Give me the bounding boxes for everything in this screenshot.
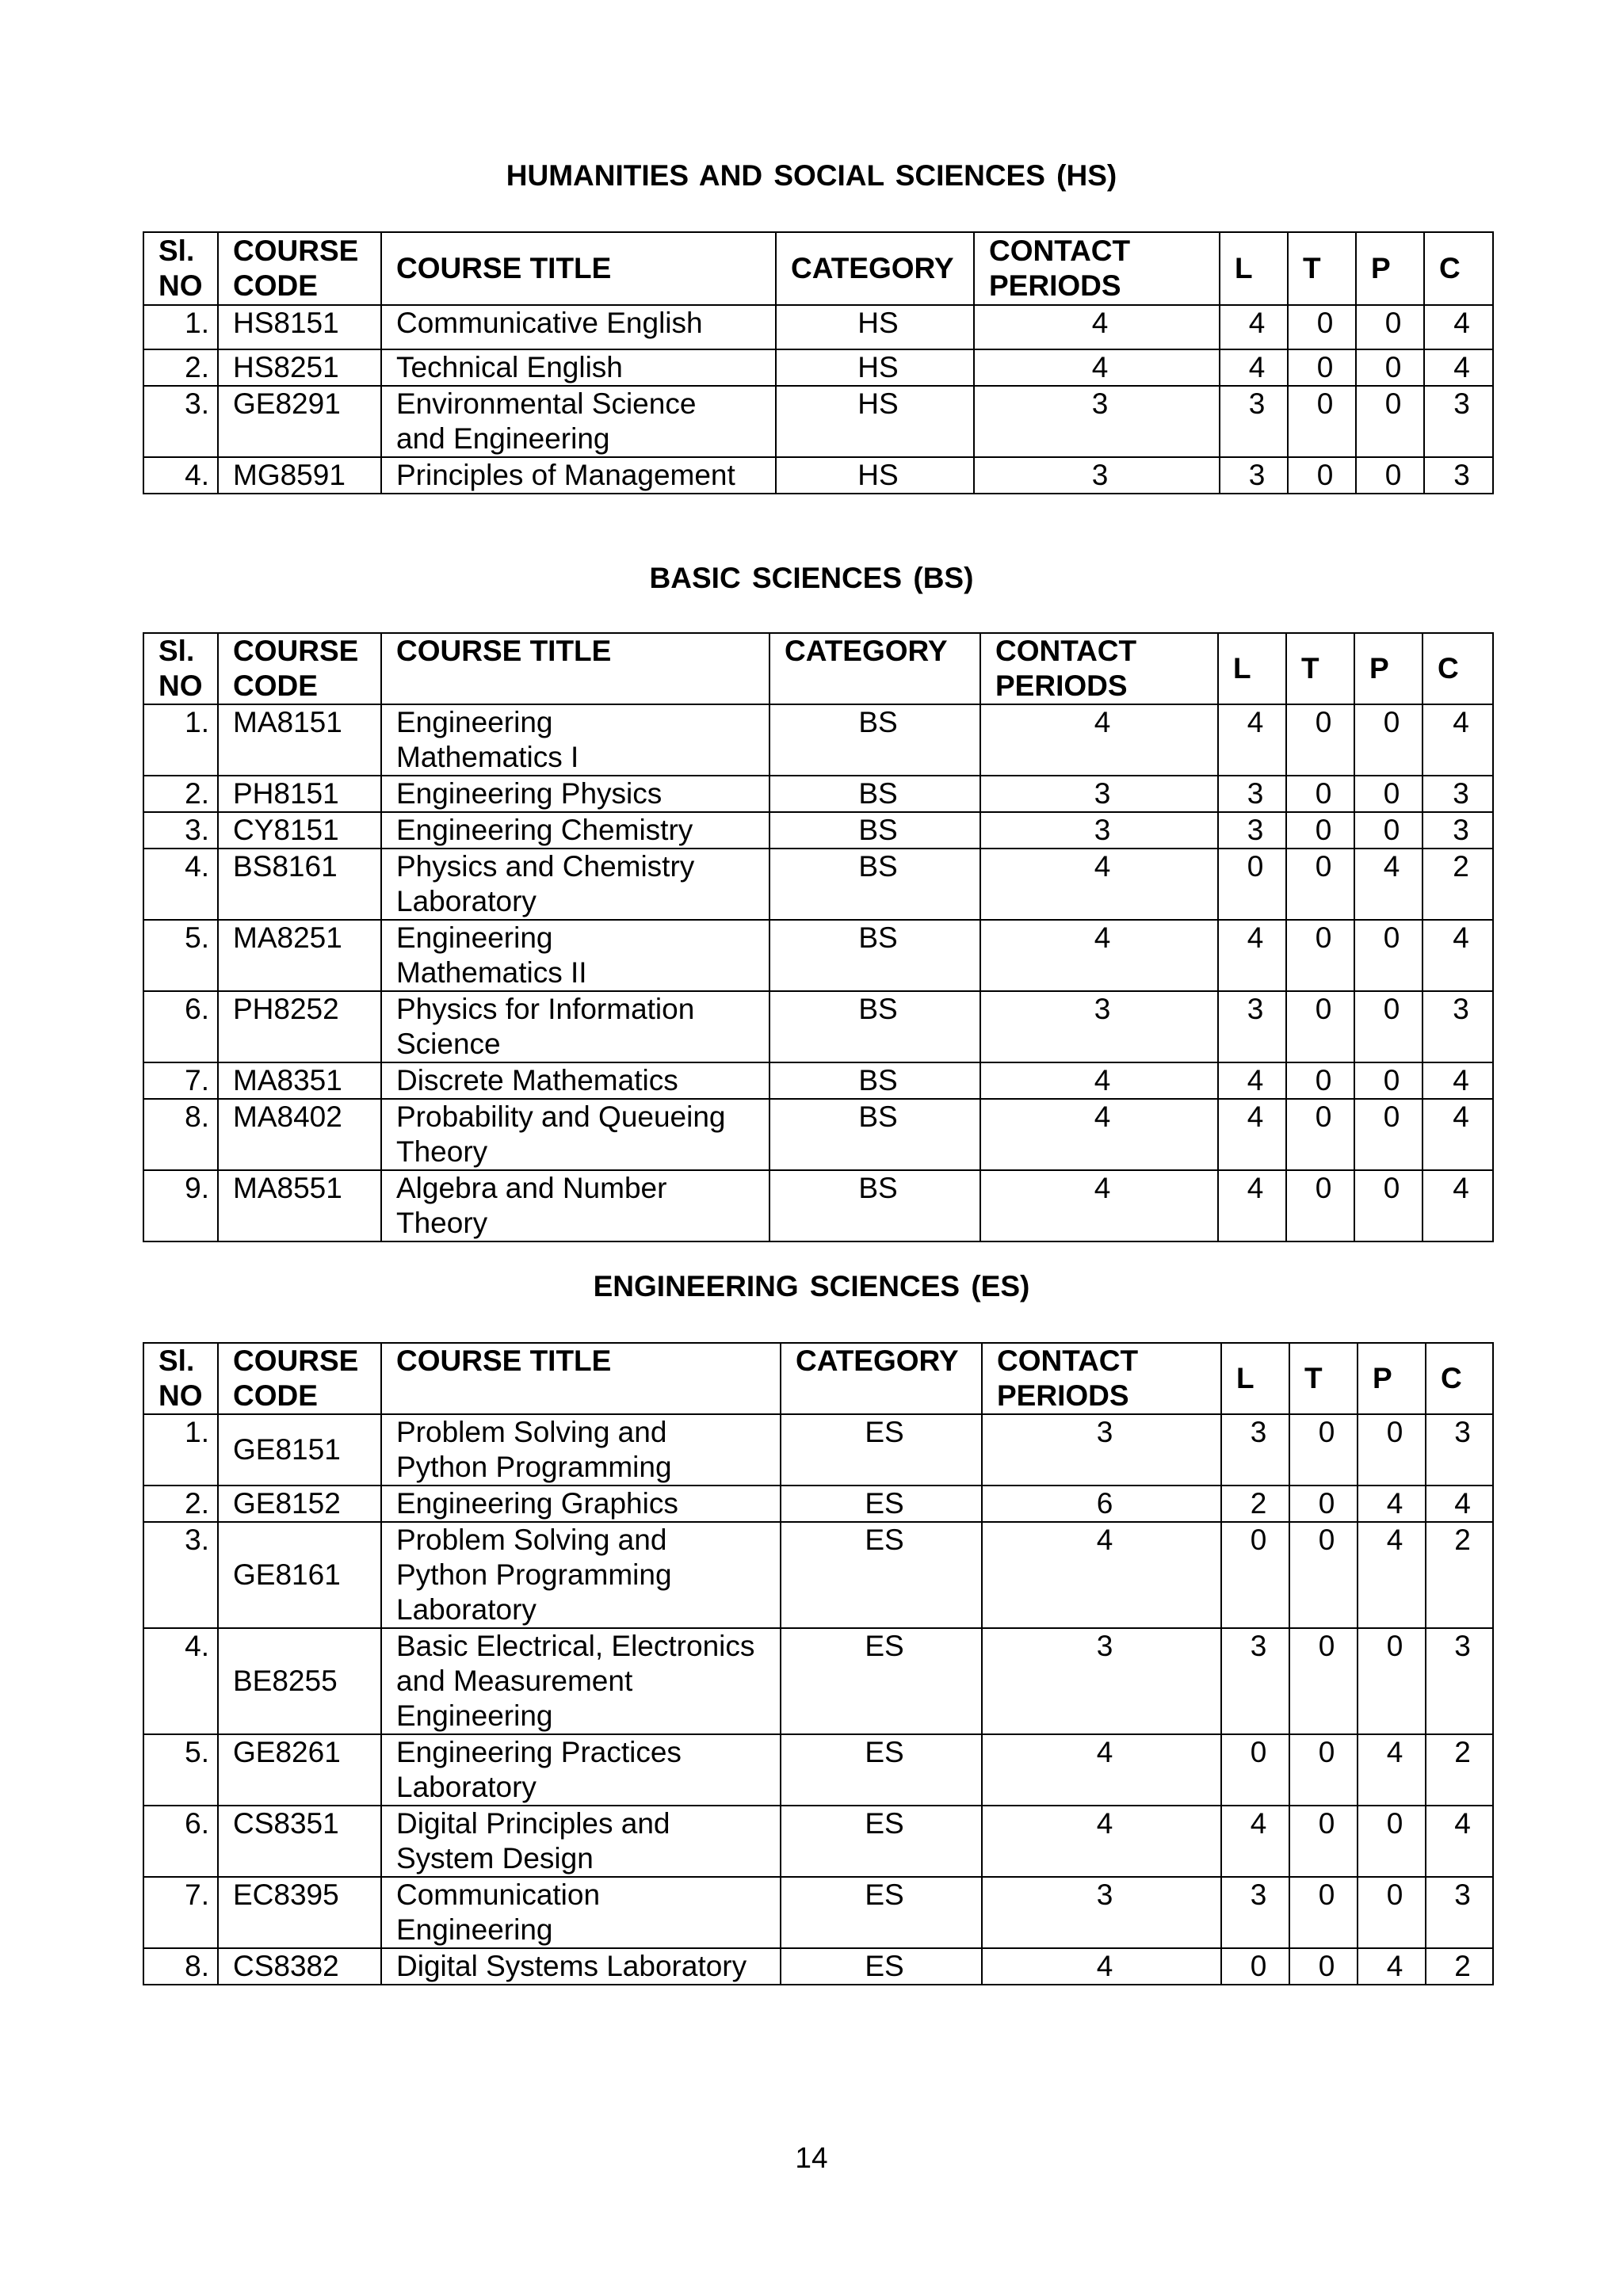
cell-t: 0 [1289, 1948, 1358, 1985]
cell-t: 0 [1286, 991, 1354, 1062]
cell-l: 3 [1218, 812, 1286, 849]
cell-title: Engineering Mathematics I [381, 704, 769, 776]
cell-title: Probability and Queueing Theory [381, 1099, 769, 1170]
cell-contact: 3 [974, 386, 1220, 457]
cell-l: 3 [1221, 1414, 1289, 1486]
cell-l: 4 [1220, 305, 1288, 349]
cell-sl: 6. [143, 1806, 218, 1877]
cell-contact: 4 [980, 1062, 1218, 1099]
header-l: L [1220, 232, 1288, 305]
cell-sl: 1. [143, 1414, 218, 1486]
cell-sl: 6. [143, 991, 218, 1062]
cell-contact: 4 [980, 849, 1218, 920]
cell-sl: 4. [143, 849, 218, 920]
cell-c: 4 [1426, 1806, 1493, 1877]
header-contact-periods: CONTACT PERIODS [980, 633, 1218, 704]
cell-sl: 9. [143, 1170, 218, 1241]
cell-category: BS [769, 776, 980, 812]
cell-c: 3 [1424, 457, 1493, 494]
cell-category: ES [781, 1806, 982, 1877]
cell-p: 0 [1354, 812, 1423, 849]
cell-title: Digital Principles and System Design [381, 1806, 781, 1877]
header-t: T [1289, 1343, 1358, 1414]
cell-code: MA8402 [218, 1099, 381, 1170]
cell-sl: 1. [143, 704, 218, 776]
header-p: P [1354, 633, 1423, 704]
cell-l: 3 [1220, 457, 1288, 494]
table-row [143, 305, 1493, 349]
cell-contact: 3 [982, 1414, 1221, 1486]
cell-sl: 5. [143, 920, 218, 991]
es-course-table [143, 1342, 1494, 1985]
cell-t: 0 [1289, 1734, 1358, 1806]
cell-c: 2 [1426, 1948, 1493, 1985]
cell-contact: 4 [982, 1806, 1221, 1877]
cell-t: 0 [1286, 1170, 1354, 1241]
cell-title: Problem Solving and Python Programming [381, 1414, 781, 1486]
cell-p: 4 [1358, 1948, 1426, 1985]
cell-p: 0 [1354, 991, 1423, 1062]
header-category: CATEGORY [776, 232, 974, 305]
table-row [143, 1628, 1493, 1734]
cell-sl: 4. [143, 1628, 218, 1734]
cell-sl: 2. [143, 349, 218, 386]
cell-title: Physics and Chemistry Laboratory [381, 849, 769, 920]
table-row [143, 1806, 1493, 1877]
cell-title: Communicative English [381, 305, 776, 349]
header-contact-periods: CONTACT PERIODS [982, 1343, 1221, 1414]
cell-category: BS [769, 1170, 980, 1241]
table-row [143, 920, 1493, 991]
cell-l: 3 [1221, 1877, 1289, 1948]
table-row [143, 812, 1493, 849]
cell-c: 3 [1423, 776, 1493, 812]
cell-p: 0 [1358, 1414, 1426, 1486]
cell-title: Engineering Physics [381, 776, 769, 812]
cell-p: 0 [1356, 349, 1424, 386]
table-row [143, 349, 1493, 386]
cell-p: 0 [1354, 1099, 1423, 1170]
table-header-row [143, 633, 1493, 704]
cell-sl: 8. [143, 1948, 218, 1985]
cell-p: 4 [1358, 1734, 1426, 1806]
cell-c: 3 [1426, 1877, 1493, 1948]
cell-title: Environmental Science and Engineering [381, 386, 776, 457]
cell-t: 0 [1286, 1062, 1354, 1099]
cell-title: Principles of Management [381, 457, 776, 494]
cell-p: 0 [1358, 1628, 1426, 1734]
cell-p: 4 [1358, 1522, 1426, 1628]
header-course-code: COURSE CODE [218, 1343, 381, 1414]
cell-title: Basic Electrical, Electronics and Measurement Engineering [381, 1628, 781, 1734]
cell-contact: 3 [982, 1628, 1221, 1734]
table-row [143, 1877, 1493, 1948]
cell-category: BS [769, 812, 980, 849]
cell-title: Engineering Practices Laboratory [381, 1734, 781, 1806]
cell-contact: 3 [974, 457, 1220, 494]
cell-l: 3 [1221, 1628, 1289, 1734]
cell-t: 0 [1286, 849, 1354, 920]
cell-contact: 4 [974, 305, 1220, 349]
cell-code: BS8161 [218, 849, 381, 920]
cell-title: Engineering Graphics [381, 1486, 781, 1522]
cell-p: 0 [1358, 1877, 1426, 1948]
header-category: CATEGORY [781, 1343, 982, 1414]
table-header-row [143, 232, 1493, 305]
cell-contact: 4 [974, 349, 1220, 386]
cell-p: 4 [1358, 1486, 1426, 1522]
cell-l: 4 [1220, 349, 1288, 386]
header-course-title: COURSE TITLE [381, 1343, 781, 1414]
table-row [143, 1486, 1493, 1522]
header-course-title: COURSE TITLE [381, 232, 776, 305]
cell-l: 4 [1218, 1099, 1286, 1170]
cell-category: ES [781, 1522, 982, 1628]
cell-code: HS8251 [218, 349, 381, 386]
cell-p: 0 [1356, 386, 1424, 457]
cell-contact: 3 [980, 776, 1218, 812]
cell-p: 4 [1354, 849, 1423, 920]
table-row [143, 1948, 1493, 1985]
cell-c: 2 [1426, 1522, 1493, 1628]
cell-title: Engineering Chemistry [381, 812, 769, 849]
header-l: L [1221, 1343, 1289, 1414]
cell-code: GE8291 [218, 386, 381, 457]
cell-t: 0 [1289, 1877, 1358, 1948]
header-c: C [1424, 232, 1493, 305]
cell-category: BS [769, 704, 980, 776]
cell-category: HS [776, 386, 974, 457]
header-course-title: COURSE TITLE [381, 633, 769, 704]
cell-title: Problem Solving and Python Programming Laboratory [381, 1522, 781, 1628]
cell-title: Discrete Mathematics [381, 1062, 769, 1099]
cell-p: 0 [1356, 305, 1424, 349]
cell-l: 4 [1218, 1170, 1286, 1241]
cell-contact: 4 [982, 1948, 1221, 1985]
cell-category: ES [781, 1734, 982, 1806]
cell-t: 0 [1288, 457, 1356, 494]
header-contact-periods: CONTACT PERIODS [974, 232, 1220, 305]
cell-l: 4 [1218, 1062, 1286, 1099]
cell-contact: 3 [980, 991, 1218, 1062]
cell-contact: 3 [980, 812, 1218, 849]
cell-c: 4 [1423, 1170, 1493, 1241]
cell-t: 0 [1286, 704, 1354, 776]
cell-t: 0 [1286, 920, 1354, 991]
cell-l: 3 [1220, 386, 1288, 457]
cell-category: BS [769, 849, 980, 920]
cell-code: MA8551 [218, 1170, 381, 1241]
cell-code: MG8591 [218, 457, 381, 494]
cell-t: 0 [1289, 1628, 1358, 1734]
cell-code: GE8152 [218, 1486, 381, 1522]
cell-code: PH8151 [218, 776, 381, 812]
cell-sl: 1. [143, 305, 218, 349]
cell-l: 4 [1221, 1806, 1289, 1877]
page-number: 14 [795, 2142, 828, 2174]
cell-c: 3 [1424, 386, 1493, 457]
cell-code: GE8151 [218, 1414, 381, 1486]
cell-title: Digital Systems Laboratory [381, 1948, 781, 1985]
cell-l: 3 [1218, 991, 1286, 1062]
cell-sl: 2. [143, 1486, 218, 1522]
cell-contact: 4 [980, 920, 1218, 991]
cell-c: 4 [1426, 1486, 1493, 1522]
table-row [143, 991, 1493, 1062]
cell-p: 0 [1354, 776, 1423, 812]
header-course-code: COURSE CODE [218, 232, 381, 305]
cell-p: 0 [1354, 920, 1423, 991]
cell-title: Physics for Information Science [381, 991, 769, 1062]
cell-sl: 7. [143, 1062, 218, 1099]
cell-contact: 4 [980, 704, 1218, 776]
section-title-hs: HUMANITIES AND SOCIAL SCIENCES (HS) [506, 159, 1117, 192]
table-row [143, 704, 1493, 776]
cell-sl: 8. [143, 1099, 218, 1170]
header-p: P [1358, 1343, 1426, 1414]
cell-code: BE8255 [218, 1628, 381, 1734]
section-title-bs: BASIC SCIENCES (BS) [649, 562, 974, 594]
cell-l: 0 [1221, 1948, 1289, 1985]
header-sl-no: Sl. NO [143, 633, 218, 704]
cell-sl: 7. [143, 1877, 218, 1948]
cell-t: 0 [1286, 1099, 1354, 1170]
cell-title: Engineering Mathematics II [381, 920, 769, 991]
cell-l: 4 [1218, 704, 1286, 776]
table-row [143, 1099, 1493, 1170]
table-row [143, 386, 1493, 457]
hs-course-table [143, 231, 1494, 494]
cell-code: CY8151 [218, 812, 381, 849]
cell-c: 3 [1426, 1628, 1493, 1734]
header-course-code: COURSE CODE [218, 633, 381, 704]
cell-category: ES [781, 1414, 982, 1486]
cell-sl: 4. [143, 457, 218, 494]
cell-sl: 3. [143, 812, 218, 849]
cell-title: Technical English [381, 349, 776, 386]
table-row [143, 776, 1493, 812]
cell-sl: 3. [143, 1522, 218, 1628]
cell-t: 0 [1289, 1522, 1358, 1628]
header-c: C [1426, 1343, 1493, 1414]
cell-contact: 6 [982, 1486, 1221, 1522]
cell-p: 0 [1354, 1170, 1423, 1241]
header-sl-no: Sl. NO [143, 232, 218, 305]
cell-category: BS [769, 991, 980, 1062]
cell-c: 3 [1426, 1414, 1493, 1486]
table-row [143, 849, 1493, 920]
cell-p: 0 [1354, 704, 1423, 776]
cell-category: ES [781, 1486, 982, 1522]
cell-t: 0 [1289, 1486, 1358, 1522]
cell-t: 0 [1289, 1414, 1358, 1486]
cell-c: 4 [1423, 1062, 1493, 1099]
cell-c: 3 [1423, 991, 1493, 1062]
cell-code: EC8395 [218, 1877, 381, 1948]
cell-l: 3 [1218, 776, 1286, 812]
cell-category: BS [769, 1062, 980, 1099]
table-row [143, 1062, 1493, 1099]
table-header-row [143, 1343, 1493, 1414]
cell-category: BS [769, 1099, 980, 1170]
cell-t: 0 [1288, 305, 1356, 349]
cell-title: Communication Engineering [381, 1877, 781, 1948]
table-row [143, 457, 1493, 494]
cell-c: 4 [1424, 305, 1493, 349]
cell-l: 2 [1221, 1486, 1289, 1522]
header-p: P [1356, 232, 1424, 305]
cell-contact: 4 [982, 1522, 1221, 1628]
header-sl-no: Sl. NO [143, 1343, 218, 1414]
cell-category: HS [776, 349, 974, 386]
cell-c: 3 [1423, 812, 1493, 849]
header-c: C [1423, 633, 1493, 704]
cell-c: 2 [1426, 1734, 1493, 1806]
cell-category: HS [776, 305, 974, 349]
cell-sl: 2. [143, 776, 218, 812]
cell-c: 4 [1423, 1099, 1493, 1170]
cell-l: 0 [1218, 849, 1286, 920]
cell-code: PH8252 [218, 991, 381, 1062]
table-row [143, 1170, 1493, 1241]
header-t: T [1286, 633, 1354, 704]
cell-p: 0 [1358, 1806, 1426, 1877]
cell-p: 0 [1354, 1062, 1423, 1099]
cell-title: Algebra and Number Theory [381, 1170, 769, 1241]
cell-code: MA8151 [218, 704, 381, 776]
cell-code: MA8351 [218, 1062, 381, 1099]
cell-contact: 3 [982, 1877, 1221, 1948]
cell-c: 4 [1423, 704, 1493, 776]
cell-contact: 4 [982, 1734, 1221, 1806]
table-row [143, 1414, 1493, 1486]
cell-t: 0 [1286, 776, 1354, 812]
header-t: T [1288, 232, 1356, 305]
cell-code: HS8151 [218, 305, 381, 349]
cell-l: 0 [1221, 1734, 1289, 1806]
cell-t: 0 [1288, 386, 1356, 457]
cell-code: GE8161 [218, 1522, 381, 1628]
cell-contact: 4 [980, 1099, 1218, 1170]
cell-sl: 5. [143, 1734, 218, 1806]
cell-c: 4 [1423, 920, 1493, 991]
cell-t: 0 [1288, 349, 1356, 386]
cell-category: ES [781, 1948, 982, 1985]
cell-c: 4 [1424, 349, 1493, 386]
cell-category: BS [769, 920, 980, 991]
cell-t: 0 [1286, 812, 1354, 849]
cell-category: HS [776, 457, 974, 494]
cell-code: GE8261 [218, 1734, 381, 1806]
header-category: CATEGORY [769, 633, 980, 704]
cell-t: 0 [1289, 1806, 1358, 1877]
cell-code: CS8351 [218, 1806, 381, 1877]
cell-contact: 4 [980, 1170, 1218, 1241]
cell-p: 0 [1356, 457, 1424, 494]
cell-category: ES [781, 1628, 982, 1734]
table-row [143, 1734, 1493, 1806]
bs-course-table [143, 632, 1494, 1242]
cell-c: 2 [1423, 849, 1493, 920]
cell-l: 0 [1221, 1522, 1289, 1628]
cell-category: ES [781, 1877, 982, 1948]
table-row [143, 1522, 1493, 1628]
cell-l: 4 [1218, 920, 1286, 991]
cell-sl: 3. [143, 386, 218, 457]
cell-code: MA8251 [218, 920, 381, 991]
header-l: L [1218, 633, 1286, 704]
cell-code: CS8382 [218, 1948, 381, 1985]
section-title-es: ENGINEERING SCIENCES (ES) [593, 1270, 1030, 1302]
